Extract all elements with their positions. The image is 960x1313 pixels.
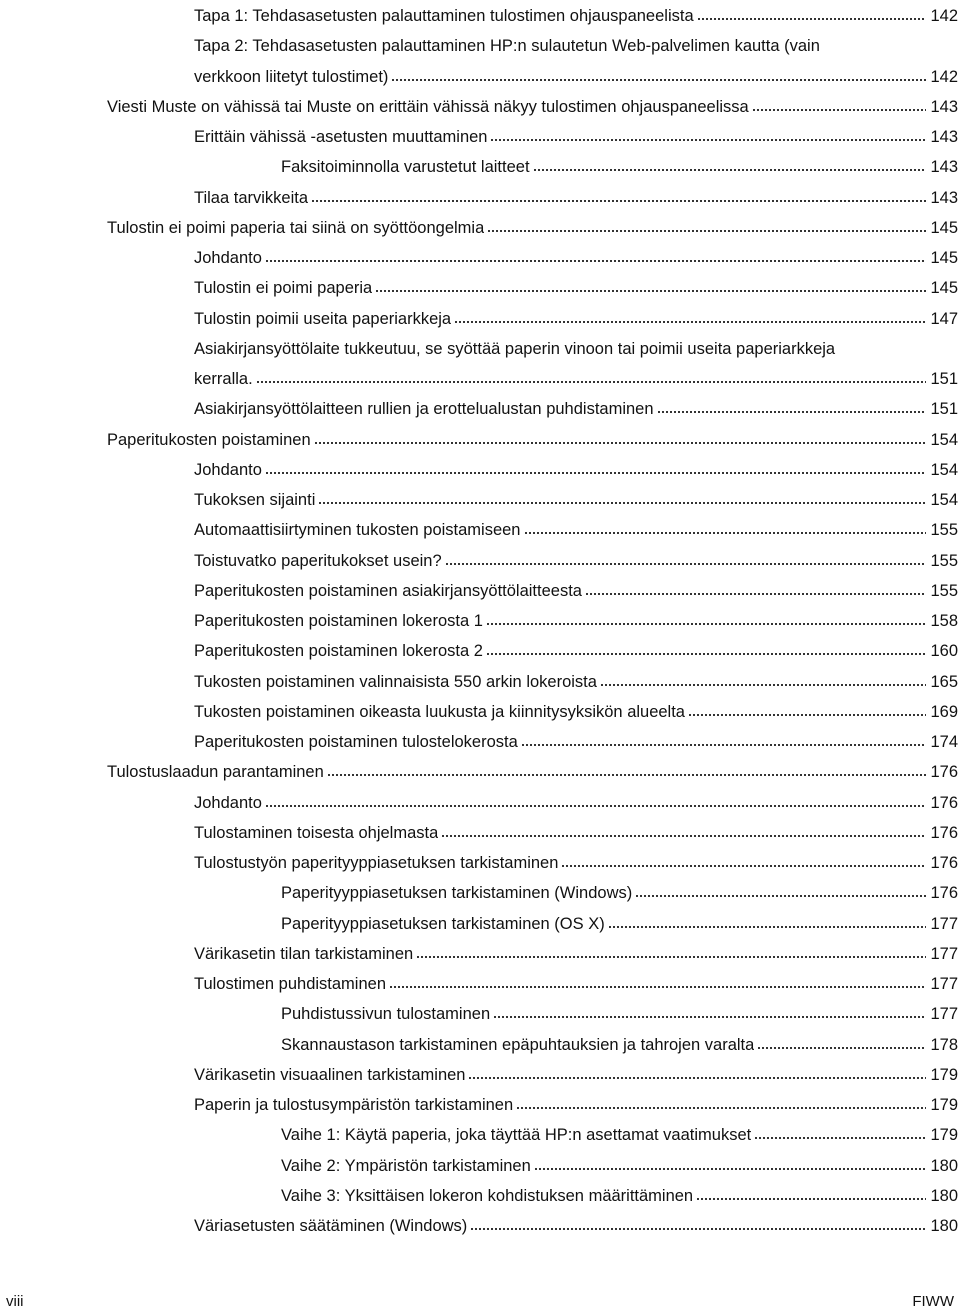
toc-entry-page: 179 [930,1096,958,1114]
dot-leader [327,772,927,778]
toc-entry[interactable] [194,666,958,692]
toc-entry-title: Johdanto [194,460,262,479]
toc-entry-title: Johdanto [194,793,262,812]
toc-entry-title: Tapa 2: Tehdasasetusten palauttaminen HP:n sulautetun Web-palvelimen kautta (vain [194,37,820,56]
toc-entry[interactable] [194,817,958,843]
toc-entry[interactable] [194,787,958,813]
toc-entry-title: Tulostuslaadun parantaminen [107,763,324,782]
toc-entry-title: Vaihe 2: Ympäristön tarkistaminen [281,1156,531,1175]
toc-entry-title: Asiakirjansyöttölaitteen rullien ja erottelualustan puhdistaminen [194,400,654,419]
toc-entry-title: Paperitukosten poistaminen asiakirjansyöttölaitteesta [194,581,582,600]
toc-entry-title: Skannaustason tarkistaminen epäpuhtauksien ja tahrojen varalta [281,1035,755,1054]
toc-entry-title: Viesti Muste on vähissä tai Muste on erittäin vähissä näkyy tulostimen ohjauspaneelissa [107,97,749,116]
toc-entry-page: 143 [930,128,958,146]
toc-entry-title: Paperitukosten poistaminen [107,430,311,449]
toc-entry-page: 177 [930,944,958,963]
toc-entry-title: Värikasetin visuaalinen tarkistaminen [194,1065,466,1084]
toc-entry-title-line [194,333,835,359]
dot-leader [389,984,926,990]
toc-entry-title: Paperitukosten poistaminen lokerosta 1 [194,612,483,630]
toc-entry-page: 151 [930,370,958,388]
dot-leader [391,77,926,83]
dot-leader [534,1166,927,1172]
toc-entry-title: Johdanto [194,249,262,267]
toc-entry-title: Tulostimen puhdistaminen [194,975,386,993]
dot-leader [561,863,926,869]
toc-entry[interactable] [194,605,958,631]
toc-entry-page: 176 [930,854,958,872]
toc-entry-title: Tilaa tarvikkeita [194,188,309,207]
toc-entry[interactable] [194,847,958,873]
dot-leader [754,1135,926,1141]
toc-entry-title: Tukosten poistaminen oikeasta luukusta ja kiinnitysyksikön alueelta [194,702,685,721]
toc-entry-title: Tukoksen sijainti [194,491,316,509]
toc-entry-title: Tukosten poistaminen valinnaisista 550 arkin lokeroista [194,672,597,691]
toc-entry-title: Vaihe 3: Yksittäisen lokeron kohdistuksen määrittäminen [281,1186,694,1205]
dot-leader [533,167,927,173]
toc-entry-title: Automaattisiirtyminen tukosten poistamiseen [194,521,521,540]
toc-entry-page: 143 [930,188,958,207]
toc-entry[interactable] [194,484,958,510]
toc-entry-page: 142 [930,67,958,86]
dot-leader [657,409,927,415]
toc-entry-page: 180 [930,1186,958,1205]
toc-entry[interactable] [281,998,958,1024]
toc-entry[interactable] [194,1089,958,1115]
toc-entry-page: 180 [930,1156,958,1175]
toc-entry-page: 155 [930,551,958,570]
document-code: FIWW [912,1293,954,1310]
toc-entry-page: 165 [930,672,958,691]
dot-leader [416,954,926,960]
toc-entry[interactable] [194,968,958,994]
toc-entry[interactable] [194,303,958,329]
toc-entry[interactable] [281,877,958,903]
toc-entry-page: 155 [930,581,958,600]
toc-entry-title: kerralla. [194,370,253,388]
toc-entry[interactable] [281,1150,958,1176]
toc-entry-title: Erittäin vähissä -asetusten muuttaminen [194,128,488,146]
toc-entry-page: 176 [930,823,958,842]
toc-entry-page: 180 [930,1217,958,1235]
toc-entry[interactable] [194,61,958,87]
toc-entry-title: verkkoon liitetyt tulostimet) [194,67,389,86]
dot-leader [445,561,927,567]
toc-entry-page: 178 [930,1035,958,1054]
dot-leader [635,893,926,899]
toc-entry[interactable] [281,1180,958,1206]
toc-entry-title-line [194,30,820,56]
dot-leader [697,16,927,22]
toc-entry-title: Paperityyppiasetuksen tarkistaminen (Windows) [281,884,633,903]
toc-entry-title: Tulostin poimii useita paperiarkkeja [194,309,452,328]
toc-entry[interactable] [194,1059,958,1085]
toc-entry-title: Tulostaminen toisesta ohjelmasta [194,823,439,842]
toc-entry-title: Tulostustyön paperityyppiasetuksen tarkistaminen [194,854,559,872]
toc-entry-title: Faksitoiminnolla varustetut laitteet [281,158,530,177]
dot-leader [314,440,927,446]
toc-entry-page: 145 [930,279,958,298]
toc-entry[interactable] [194,635,958,661]
toc-entry[interactable] [194,182,958,208]
toc-entry-page: 151 [930,400,958,419]
dot-leader [516,1105,926,1111]
toc-entry[interactable] [194,242,958,268]
toc-entry[interactable] [194,514,958,540]
toc-entry-page: 145 [930,249,958,267]
dot-leader [470,1226,926,1232]
dot-leader [311,198,926,204]
dot-leader [318,500,926,506]
toc-entry-page: 143 [930,158,958,177]
toc-entry-page: 169 [930,702,958,721]
toc-entry-title: Väriasetusten säätäminen (Windows) [194,1217,468,1235]
toc-entry[interactable] [194,393,958,419]
toc-entry-page: 154 [930,460,958,479]
toc-entry[interactable] [194,545,958,571]
toc-entry[interactable] [281,1119,958,1145]
dot-leader [490,137,926,143]
toc-entry[interactable] [194,363,958,389]
toc-entry-page: 174 [930,733,958,751]
toc-entry[interactable] [194,454,958,480]
toc-entry-page: 179 [930,1065,958,1084]
toc-entry-title: Tapa 1: Tehdasasetusten palauttaminen tulostimen ohjauspaneelista [194,7,694,25]
toc-entry-page: 176 [930,884,958,903]
dot-leader [265,470,927,476]
toc-entry[interactable] [107,756,958,782]
toc-entry-page: 155 [930,521,958,540]
dot-leader [608,924,927,930]
toc-entry-page: 143 [930,97,958,116]
toc-entry[interactable] [194,938,958,964]
toc-entry-page: 145 [930,218,958,237]
toc-entry-page: 176 [930,793,958,812]
dot-leader [752,107,927,113]
dot-leader [454,319,926,325]
toc-entry-title: Värikasetin tilan tarkistaminen [194,944,414,963]
toc-entry-title: Paperin ja tulostusympäristön tarkistaminen [194,1096,514,1114]
toc-entry[interactable] [281,908,958,934]
page-number: viii [6,1293,24,1310]
dot-leader [375,288,926,294]
toc-entry-page: 142 [930,7,958,25]
dot-leader [256,379,927,385]
toc-entry-page: 147 [930,309,958,328]
dot-leader [486,621,927,627]
toc-entry[interactable] [194,696,958,722]
dot-leader [585,591,927,597]
dot-leader [696,1196,926,1202]
toc-entry-page: 177 [930,975,958,993]
toc-entry-title: Paperitukosten poistaminen lokerosta 2 [194,642,483,661]
dot-leader [468,1075,926,1081]
toc-entry[interactable] [107,91,958,117]
toc-entry-page: 177 [930,914,958,933]
toc-entry-title: Puhdistussivun tulostaminen [281,1005,491,1024]
dot-leader [524,530,927,536]
dot-leader [487,228,926,234]
dot-leader [265,803,927,809]
dot-leader [521,742,927,748]
toc-entry-page: 177 [930,1005,958,1024]
toc-entry[interactable] [194,0,958,26]
toc-entry-title: Vaihe 1: Käytä paperia, joka täyttää HP:n asettamat vaatimukset [281,1126,752,1145]
dot-leader [688,712,926,718]
dot-leader [600,682,927,688]
toc-entry[interactable] [281,151,958,177]
dot-leader [441,833,926,839]
toc-entry[interactable] [194,726,958,752]
dot-leader [486,651,927,657]
toc-entry-title: Tulostin ei poimi paperia [194,279,373,298]
toc-entry-title: Asiakirjansyöttölaite tukkeutuu, se syöttää paperin vinoon tai poimii useita paperiarkkeja [194,339,836,358]
toc-entry[interactable] [194,121,958,147]
toc-entry[interactable] [194,1210,958,1236]
toc-entry[interactable] [107,212,958,238]
toc-entry-title: Toistuvatko paperitukokset usein? [194,551,442,570]
toc-entry-page: 158 [930,612,958,630]
dot-leader [493,1014,926,1020]
toc-entry[interactable] [107,424,958,450]
toc-entry-page: 179 [930,1126,958,1145]
toc-entry-title: Paperityyppiasetuksen tarkistaminen (OS X) [281,914,605,933]
toc-entry-title: Paperitukosten poistaminen tulostelokerosta [194,733,518,751]
toc-entry-page: 154 [930,430,958,449]
toc-entry[interactable] [194,272,958,298]
toc-entry-page: 176 [930,763,958,782]
toc-entry[interactable] [194,575,958,601]
dot-leader [757,1045,926,1051]
toc-entry-page: 160 [930,642,958,661]
dot-leader [265,258,927,264]
toc-entry-page: 154 [930,491,958,509]
toc-entry-title: Tulostin ei poimi paperia tai siinä on syöttöongelmia [107,218,485,237]
toc-entry[interactable] [281,1029,958,1055]
